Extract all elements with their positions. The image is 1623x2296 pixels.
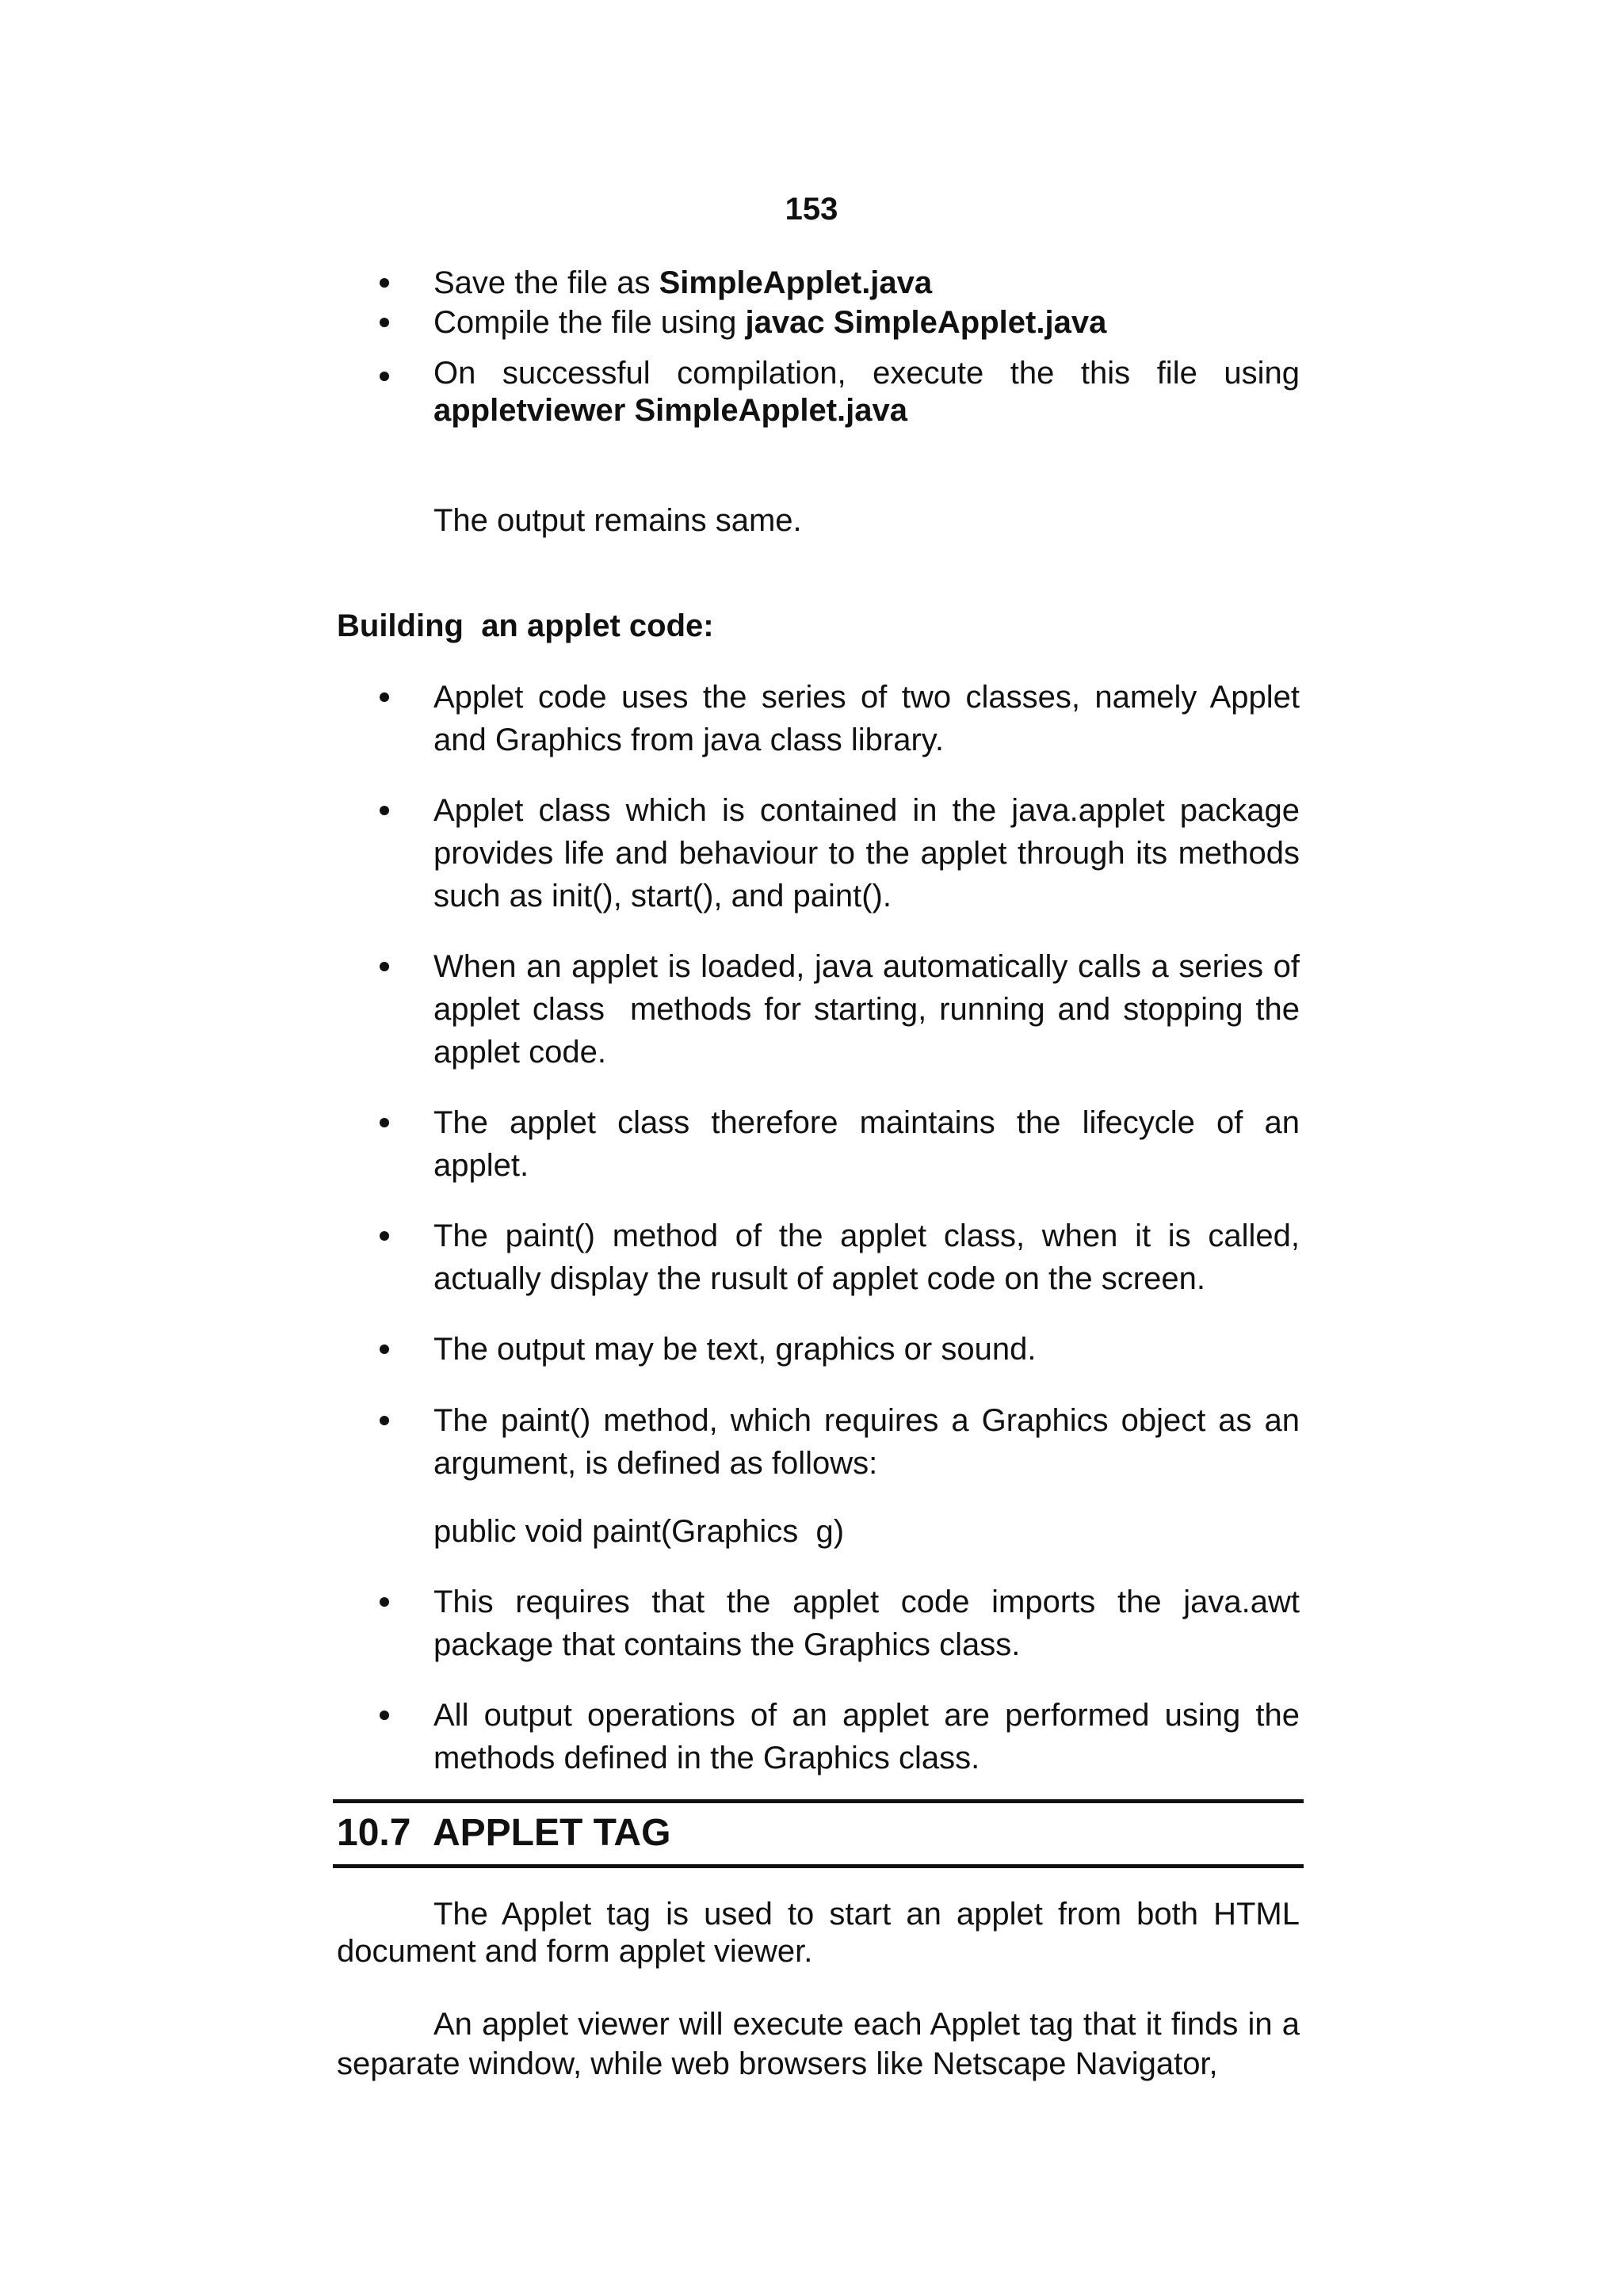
bullet-icon [380, 372, 389, 381]
paragraph: An applet viewer will execute each Applet tag that it finds in a separate window, while web browsers like Netscape Navigator, [337, 2007, 1300, 2081]
list-item-text: Applet code uses the series of two classes, namely Applet and Graphics from java class library. [433, 680, 1300, 757]
list-item [380, 1101, 1300, 1187]
bullet-icon [380, 1597, 389, 1607]
list-item-text: Compile the file using javac SimpleApplet.java [433, 305, 1107, 340]
list-item-compile-file [380, 301, 1300, 344]
list-item [380, 1399, 1300, 1485]
page-number: 153 [785, 192, 838, 227]
section-heading [337, 1810, 670, 1857]
code-line: public void paint(Graphics g) [433, 1514, 845, 1549]
bullet-icon [380, 1231, 389, 1241]
bullet-icon [380, 1118, 389, 1127]
list-item-save-file [380, 261, 1300, 304]
list-item-text: Save the file as SimpleApplet.java [433, 265, 933, 300]
bullet-icon [380, 1711, 389, 1720]
list-item [380, 676, 1300, 761]
section-rule-top [333, 1799, 1304, 1803]
list-item-text: Applet class which is contained in the java.applet package provides life and behaviour to the applet through its methods such as init(), start(), and paint(). [433, 793, 1300, 913]
list-item-execute-file [380, 355, 1300, 429]
bullet-icon [380, 806, 389, 815]
bullet-icon [380, 962, 389, 971]
bullet-icon [380, 318, 389, 327]
list-item-text: The paint() method of the applet class, when it is called, actually display the rusult of applet code on the screen. [433, 1219, 1300, 1296]
list-item-text: The paint() method, which requires a Graphics object as an argument, is defined as follows: [433, 1403, 1300, 1481]
bullet-icon [380, 1416, 389, 1425]
list-item [380, 789, 1300, 917]
list-item-text: When an applet is loaded, java automatically calls a series of applet class methods for starting, running and stopping the applet code. [433, 949, 1309, 1070]
list-item [380, 1328, 1300, 1371]
list-item [380, 945, 1309, 1074]
bullet-icon [380, 1344, 389, 1354]
list-item-text: The output may be text, graphics or sound. [433, 1332, 1037, 1367]
bullet-icon [380, 278, 389, 288]
paragraph: The Applet tag is used to start an applet from both HTML document and form applet viewer. [337, 1897, 1300, 1969]
list-item [380, 1694, 1300, 1779]
list-item-text: The applet class therefore maintains the lifecycle of an applet. [433, 1105, 1300, 1183]
list-item [380, 1581, 1300, 1666]
section-title-text: APPLET TAG [432, 1812, 671, 1854]
bullet-icon [380, 692, 389, 702]
output-note: The output remains same. [433, 503, 802, 538]
section-rule-bottom [333, 1864, 1304, 1868]
list-item-text: This requires that the applet code imports the java.awt package that contains the Graphics class. [433, 1585, 1300, 1662]
list-item [380, 1215, 1300, 1300]
list-item-text: All output operations of an applet are performed using the methods defined in the Graphics class. [433, 1698, 1300, 1775]
subheading-building-applet: Building an applet code: [337, 608, 714, 643]
list-item-text: On successful compilation, execute the this file using appletviewer SimpleApplet.java [433, 356, 1300, 428]
section-number: 10.7 [337, 1812, 411, 1854]
